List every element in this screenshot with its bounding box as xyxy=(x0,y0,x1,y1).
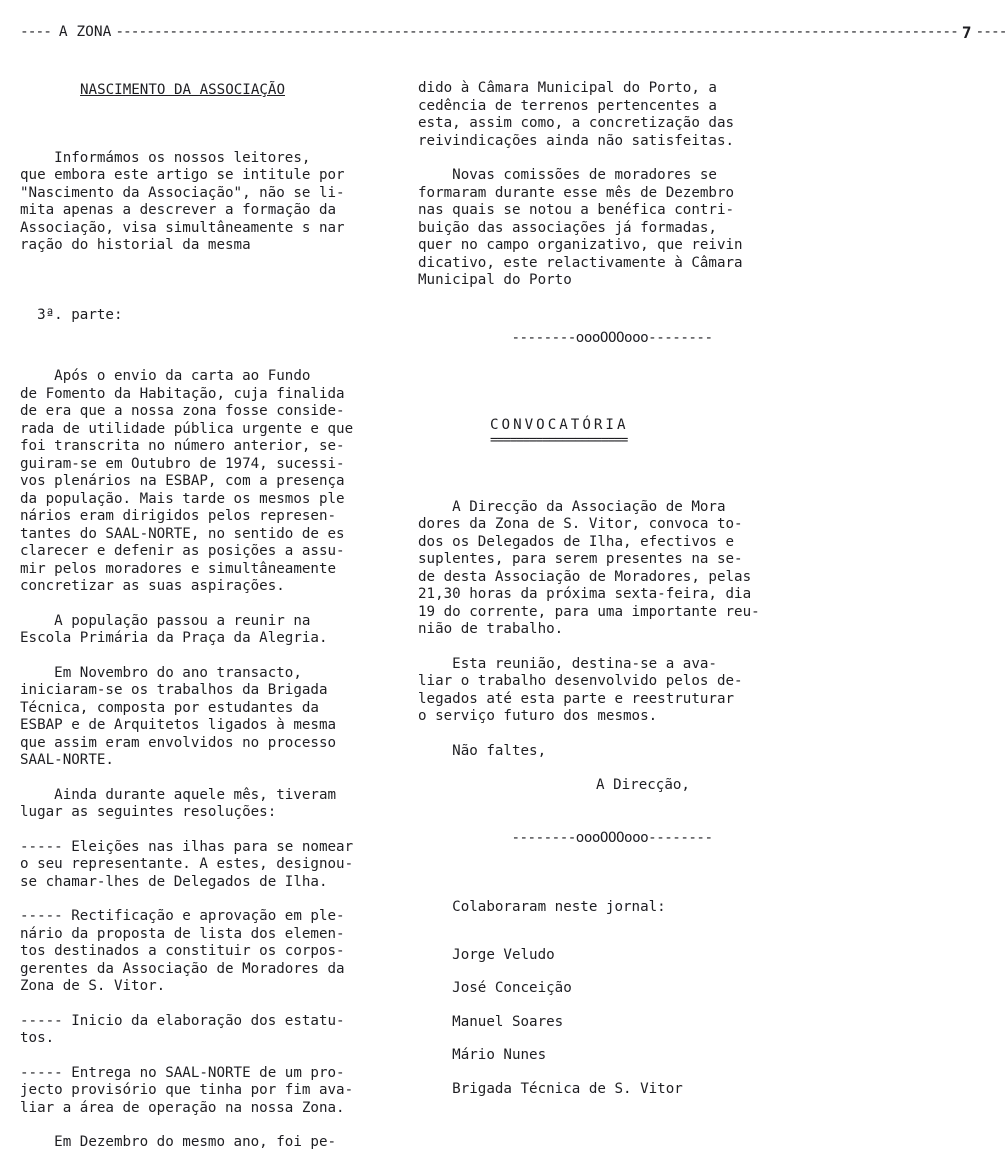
page-header xyxy=(20,20,1006,44)
paragraph-3: Em Novembro do ano transacto, iniciaram-se os trabalhos da Brigada Técnica, composta por estudantes da ESBAP e de Arquitetos ligados à mesma que assim eram envolvidos no processo SAAL-NORTE. xyxy=(20,664,337,768)
left-column xyxy=(20,60,412,1152)
convocatoria-paragraph-2: Esta reunião, destina-se a ava- liar o trabalho desenvolvido pelos de- legados até esta parte e reestruturar o serviço futuro dos mesmos. xyxy=(418,655,743,724)
collaborator-name: Brigada Técnica de S. Vitor xyxy=(418,1080,683,1097)
newspaper-title: A ZONA xyxy=(58,24,112,40)
collaborators-title: Colaboraram neste jornal: xyxy=(418,899,666,915)
separator-1: --------oooOOOooo-------- xyxy=(511,329,713,346)
convocatoria-title: CONVOCATÓRIA xyxy=(490,417,629,433)
collaborator-name: José Conceição xyxy=(418,980,572,996)
separator-2: --------oooOOOooo-------- xyxy=(511,829,713,846)
convocatoria-underline: ===================== xyxy=(490,432,628,448)
convocatoria-paragraph-1: A Direcção da Associação de Mora dores da Zona de S. Vitor, convoca to- dos os Delegados de Ilha, efectivos e suplentes, para serem presentes na se- de desta Associação de Moradores, pelas 21,30 horas da próxima sexta-feira, dia 19 do corrente, para uma importante reu- nião de trabalho. xyxy=(418,498,760,637)
header-trail-dashes: ---- xyxy=(975,24,1006,40)
paragraph-6: Novas comissões de moradores se formaram durante esse mês de Dezembro nas quais se notou a benéfica contri- buição das associações já formadas, quer no campo organizativo, que reivin dicativo, este relactivamente à Câmara Municipal do Porto xyxy=(418,167,743,288)
resolution-1: ----- Eleições nas ilhas para se nomear o seu representante. A estes, designou- se chamar-lhes de Delegados de Ilha. xyxy=(20,838,354,890)
header-lead-dashes: ---- xyxy=(20,24,51,40)
resolution-2: ----- Rectificação e aprovação em ple- nário da proposta de lista dos elemen- tos destinados a constituir os corpos- gerentes da Associação de Moradores da Zona de S. Vitor. xyxy=(20,908,345,994)
continuation-paragraph: dido à Câmara Municipal do Porto, a cedência de terrenos pertencentes a esta, assim como, a concretização das reivindicações ainda não satisfeitas. xyxy=(418,80,735,149)
section-title: NASCIMENTO DA ASSOCIAÇÃO xyxy=(80,82,285,98)
right-column xyxy=(418,80,806,1098)
header-rule: ------------------------------------------------------------------------------------------------------------- xyxy=(115,24,958,40)
collaborator-name: Jorge Veludo xyxy=(418,946,555,963)
collaborator-name: Manuel Soares xyxy=(418,1013,564,1030)
paragraph-1: Após o envio da carta ao Fundo de Fomento da Habitação, cuja finalida de era que a nossa zona fosse conside- rada de utilidade pública urgente e que foi transcrita no número anterior, se- guiram-se em Outubro de 1974, sucessi- vos plenários na ESBAP, com a presença da população. Mais tarde os mesmos ple nários eram dirigidos pelos represen- tantes do SAAL-NORTE, no sentido de es clarecer e defenir as posições a assu- mir pelos moradores e simultâneamente concretizar as suas aspirações. xyxy=(20,368,354,594)
paragraph-2: A população passou a reunir na Escola Primária da Praça da Alegria. xyxy=(20,612,328,646)
collaborators-list xyxy=(418,947,806,1099)
paragraph-5: Em Dezembro do mesmo ano, foi pe- xyxy=(20,1134,337,1150)
paragraph-4: Ainda durante aquele mês, tiveram lugar as seguintes resoluções: xyxy=(20,786,337,820)
resolution-3: ----- Inicio da elaboração dos estatu- tos. xyxy=(20,1012,345,1046)
page-number: 7 xyxy=(961,22,972,42)
resolution-4: ----- Entrega no SAAL-NORTE de um pro- jecto provisório que tinha por fim ava- liar a área de operação na nossa Zona. xyxy=(20,1064,354,1116)
collaborator-name: Mário Nunes xyxy=(418,1047,547,1063)
signature: A Direcção, xyxy=(596,777,690,793)
part-label: 3ª. parte: xyxy=(20,306,123,323)
intro-paragraph: Informámos os nossos leitores, que embora este artigo se intitule por "Nascimento da Associação", não se li- mita apenas a descrever a formação da Associação, visa simultâneamente s nar ração do historial da mesma xyxy=(20,149,345,253)
convocatoria-closing: Não faltes, xyxy=(418,742,547,759)
